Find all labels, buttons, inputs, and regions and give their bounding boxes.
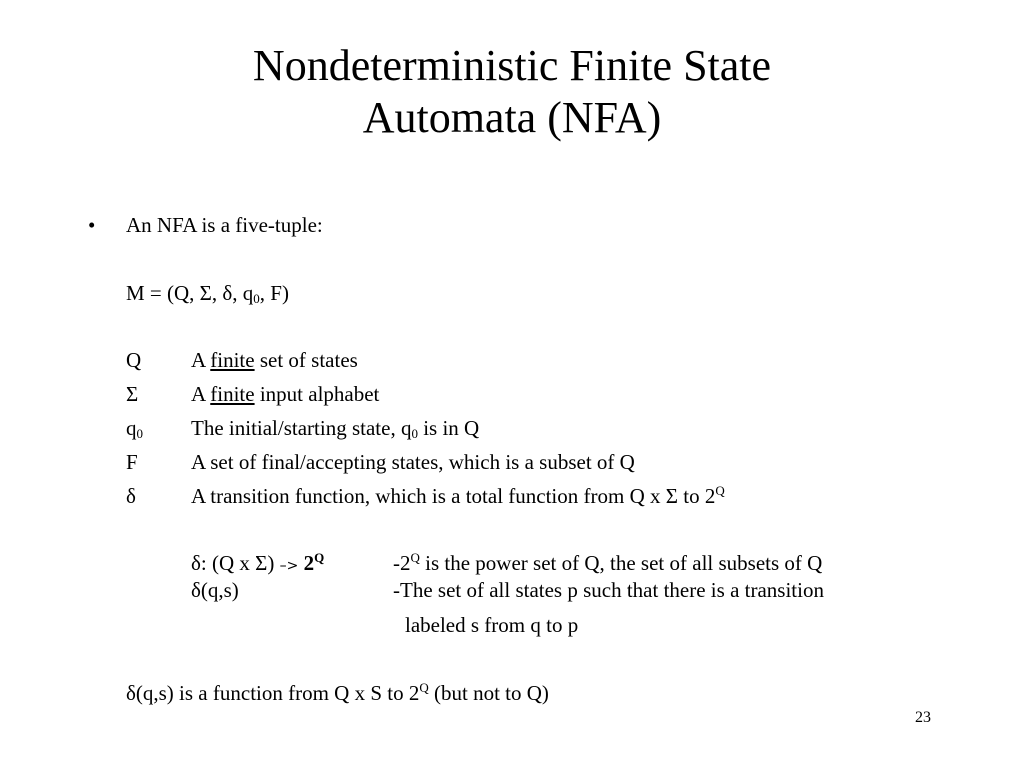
- definition-sigma-underlined: finite: [210, 382, 255, 406]
- delta-application: δ(q,s): [191, 578, 239, 602]
- definition-f: A set of final/accepting states, which is a subset of Q: [191, 450, 635, 474]
- definition-q0-pre: The initial/starting state, q: [191, 416, 412, 440]
- definition-q-pre: A: [191, 348, 211, 372]
- delta-signature-superscript: Q: [314, 550, 325, 565]
- delta-signature-codomain: 2: [303, 551, 315, 575]
- powerset-note-superscript: Q: [410, 550, 420, 565]
- definition-q-post: set of states: [254, 348, 358, 372]
- title-line-1: Nondeterministic Finite State: [252, 41, 772, 90]
- definition-sigma-pre: A: [191, 382, 211, 406]
- intro-text: An NFA is a five-tuple:: [126, 213, 323, 237]
- function-statement-superscript: Q: [419, 680, 429, 695]
- definition-delta-pre: A transition function, which is a total function from Q x Σ to 2: [191, 484, 716, 508]
- delta-signature: [191, 550, 324, 579]
- definition-sigma: [191, 381, 379, 407]
- function-statement-pre: δ(q,s) is a function from Q x S to 2: [126, 681, 420, 705]
- page-number: 23: [915, 709, 931, 726]
- bullet-marker: •: [88, 213, 96, 237]
- delta-signature-pre: δ: (Q x Σ): [191, 551, 280, 575]
- definition-q: [191, 347, 358, 373]
- symbol-sigma: Σ: [126, 382, 139, 406]
- function-statement: [126, 680, 549, 706]
- definition-q0-subscript: 0: [411, 426, 418, 441]
- definition-q0-post: is in Q: [417, 416, 480, 440]
- symbol-q0: [126, 415, 143, 441]
- symbol-f: F: [126, 450, 138, 474]
- tuple-definition: [126, 280, 289, 306]
- tuple-prefix: M = (Q, Σ, δ, q: [126, 281, 254, 305]
- symbol-delta: δ: [126, 484, 136, 508]
- powerset-note: [393, 550, 822, 576]
- symbol-q0-base: q: [126, 416, 137, 440]
- definition-q-underlined: finite: [210, 348, 255, 372]
- definition-sigma-post: input alphabet: [254, 382, 380, 406]
- tuple-suffix: , F): [259, 281, 289, 305]
- symbol-q0-subscript: 0: [136, 426, 143, 441]
- definition-delta: [191, 483, 725, 509]
- definition-delta-superscript: Q: [715, 483, 725, 498]
- tuple-subscript: 0: [253, 291, 260, 306]
- arrow-icon: –>: [279, 558, 299, 574]
- transition-note-line-2: labeled s from q to p: [405, 613, 579, 637]
- function-statement-post: (but not to Q): [428, 681, 549, 705]
- definition-q0: [191, 415, 479, 441]
- slide-title: [0, 40, 1024, 144]
- title-line-2: Automata (NFA): [362, 93, 662, 142]
- powerset-note-pre: -2: [393, 551, 411, 575]
- symbol-q: Q: [126, 348, 142, 372]
- powerset-note-post: is the power set of Q, the set of all subsets of Q: [419, 551, 823, 575]
- transition-note-line-1: -The set of all states p such that there is a transition: [393, 578, 824, 602]
